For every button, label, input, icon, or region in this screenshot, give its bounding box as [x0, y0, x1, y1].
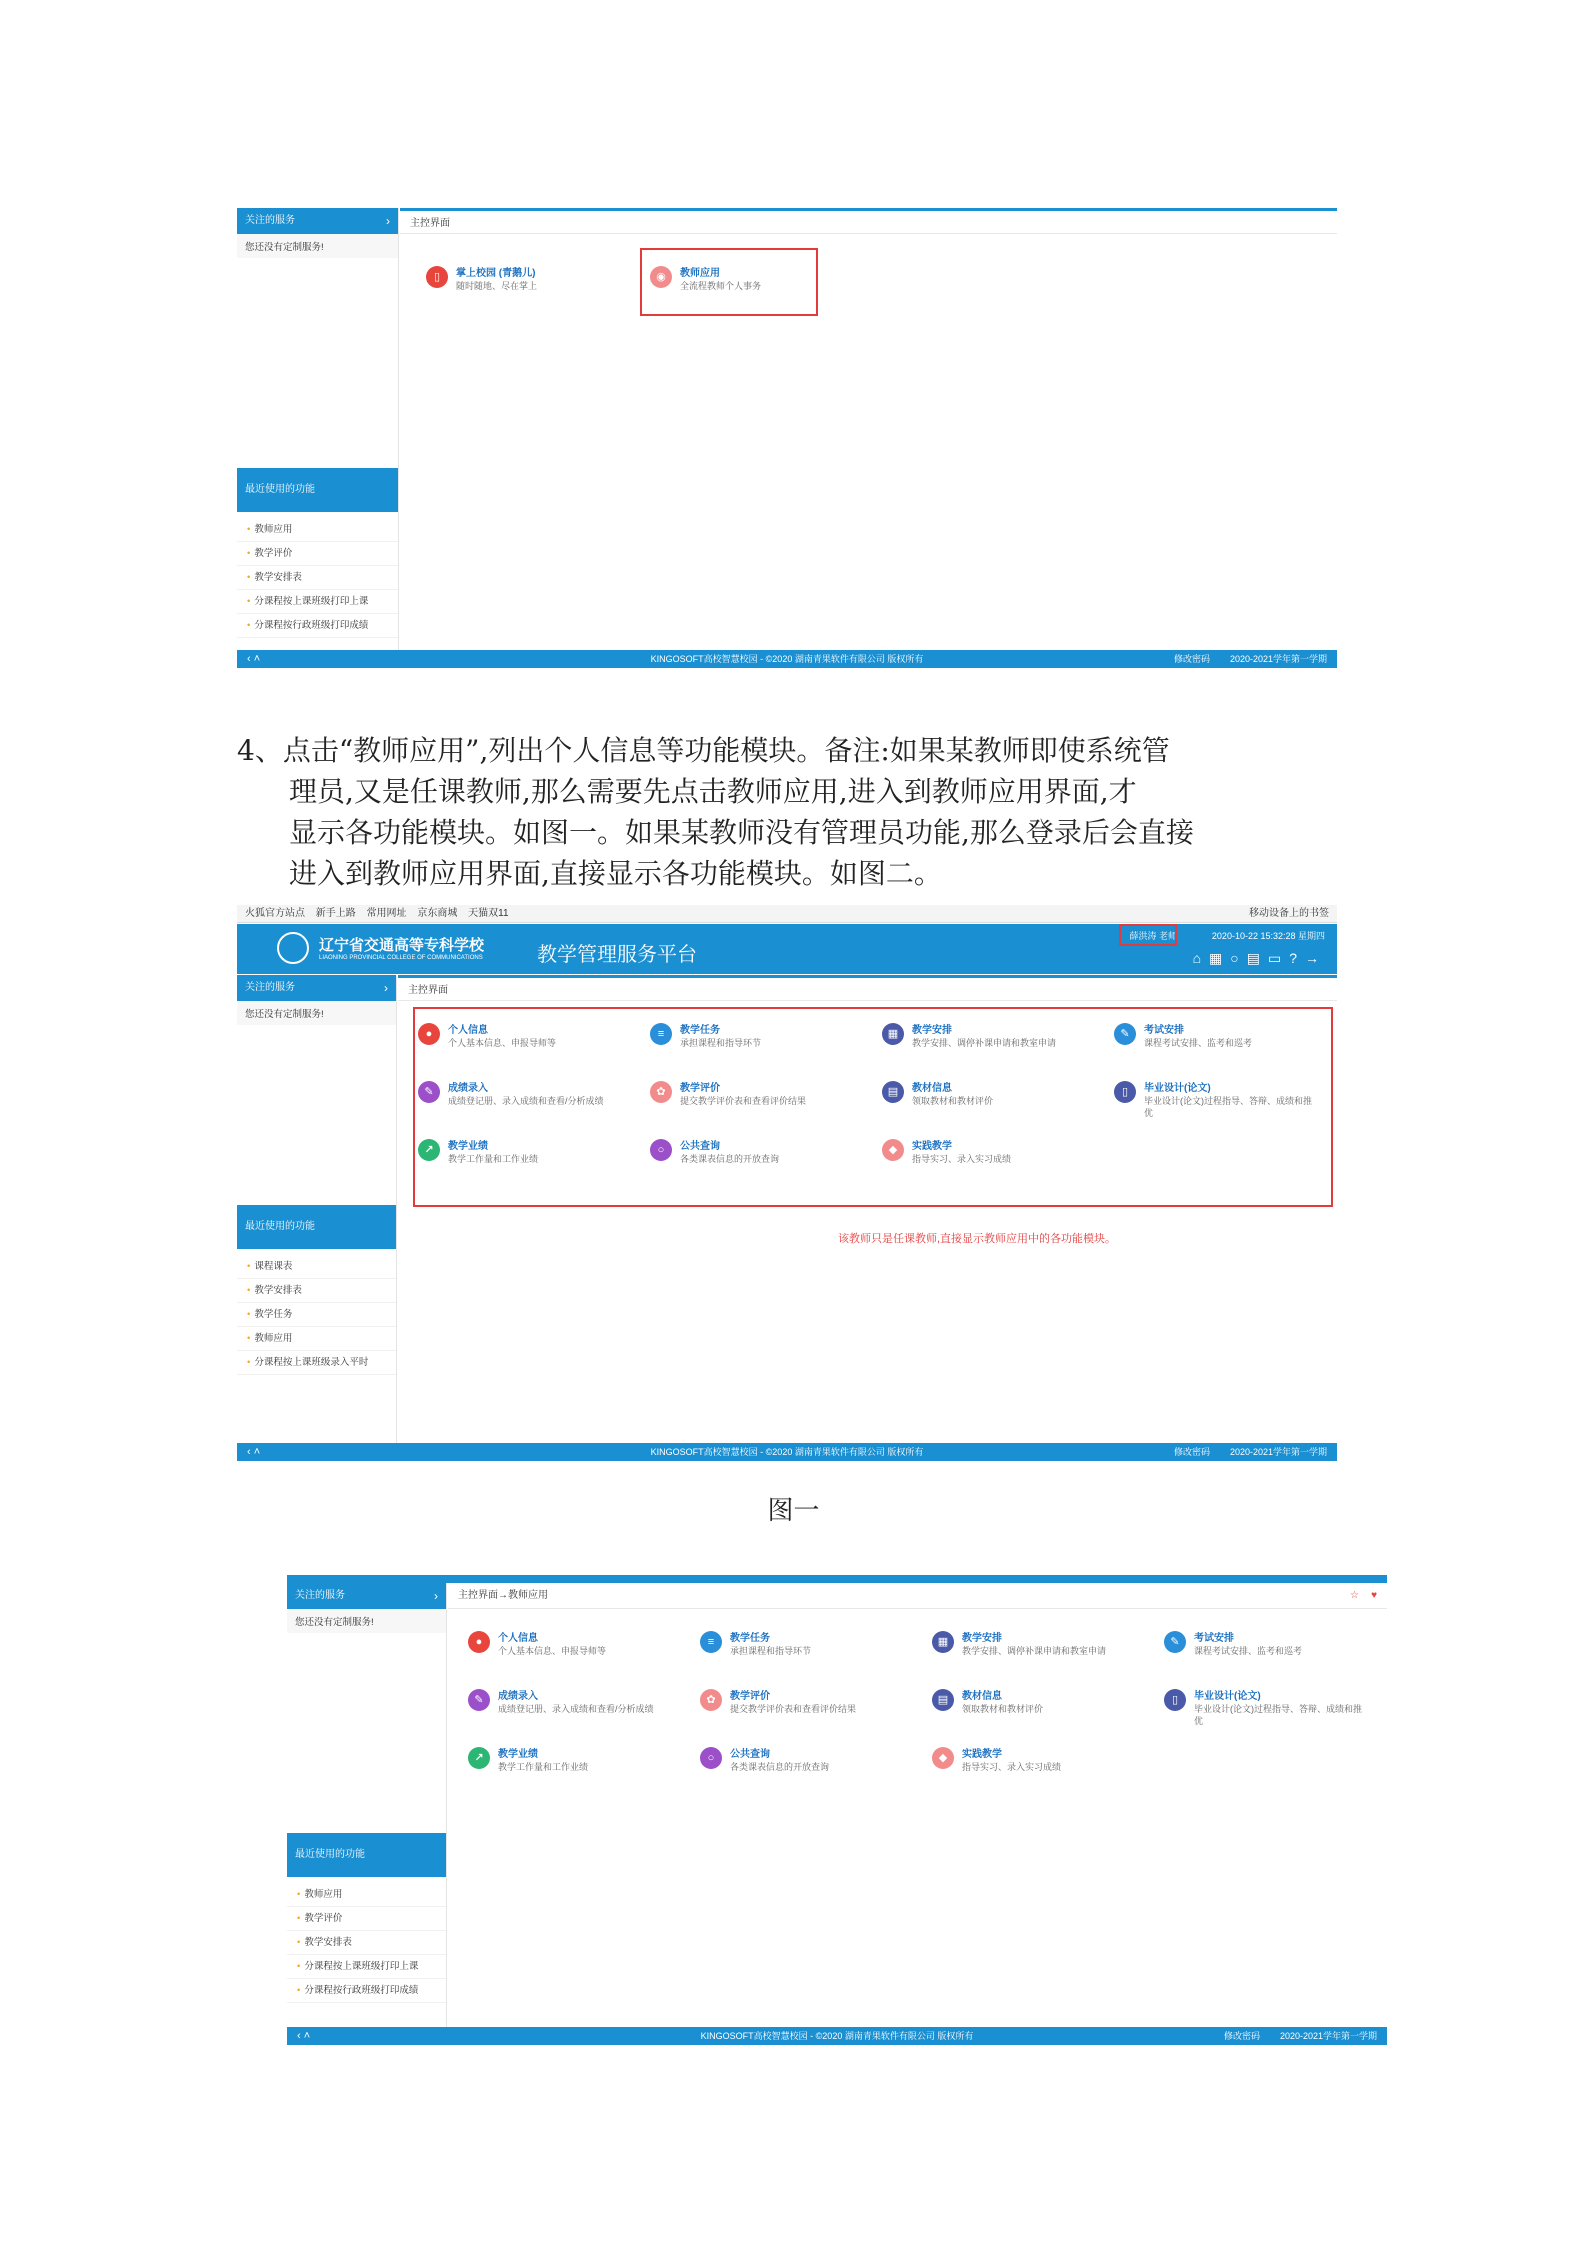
sidebar	[287, 1583, 447, 2045]
module-grid	[468, 1623, 1388, 1803]
module-desc: 指导实习、录入实习成绩	[912, 1154, 1012, 1164]
user-name[interactable]: 薛洪涛 老师	[1129, 931, 1177, 941]
change-password-link[interactable]: 修改密码	[1173, 654, 1210, 664]
change-password-link[interactable]: 修改密码	[1223, 2031, 1260, 2041]
recent-item[interactable]: • 教学评价	[287, 1907, 446, 1931]
recent-item[interactable]: • 教学安排表	[287, 1931, 446, 1955]
module-desc: 成绩登记册、录入成绩和查看/分析成绩	[498, 1704, 654, 1714]
change-password-link[interactable]: 修改密码	[1173, 1447, 1210, 1457]
module-title: 考试安排	[1194, 1633, 1234, 1644]
breadcrumb: 主控界面	[398, 975, 1337, 1001]
module-desc: 毕业设计(论文)过程指导、答辩、成绩和推优	[1144, 1096, 1312, 1118]
bookmark[interactable]: 常用网址	[366, 908, 407, 919]
module-title: 公共查询	[680, 1141, 720, 1152]
paragraph-line: 显示各功能模块。如图一。如果某教师没有管理员功能,那么登录后会直接	[289, 816, 1194, 849]
document-icon: ▯	[1164, 1689, 1186, 1711]
footer-bar	[287, 2027, 1387, 2045]
heart-icon[interactable]: ♥	[1371, 1590, 1377, 1601]
module-tile[interactable]	[932, 1623, 1132, 1673]
edit-icon: ✎	[1164, 1631, 1186, 1653]
bullet-icon: •	[247, 572, 251, 583]
module-title: 考试安排	[1144, 1025, 1184, 1036]
pencil-icon: ✎	[418, 1081, 440, 1103]
recent-item[interactable]: • 分课程按行政班级打印成绩	[287, 1979, 446, 2003]
sidebar	[237, 208, 399, 668]
module-desc: 课程考试安排、监考和巡考	[1194, 1646, 1303, 1656]
modules-highlight-box	[413, 1007, 1333, 1207]
recent-item[interactable]: • 分课程按上课班级打印上课	[287, 1955, 446, 1979]
paragraph-line: 理员,又是任课教师,那么需要先点击教师应用,进入到教师应用界面,才	[289, 775, 1137, 808]
module-desc: 承担课程和指导环节	[680, 1038, 762, 1048]
bullet-icon: •	[297, 1961, 301, 1972]
term-label: 2020-2021学年第一学期	[1229, 1447, 1327, 1457]
module-title: 教学任务	[730, 1633, 770, 1644]
module-tile[interactable]	[1164, 1681, 1364, 1731]
bullet-icon: •	[297, 1985, 301, 1996]
datetime: 2020-10-22 15:32:28 星期四	[1211, 931, 1325, 941]
recent-functions-list	[237, 518, 398, 638]
module-tile[interactable]	[700, 1623, 900, 1673]
breadcrumb: 主控界面→教师应用 ☆ ♥	[448, 1583, 1387, 1609]
home-icon[interactable]: ⌂	[1192, 950, 1210, 966]
toolbar-icons[interactable]	[1193, 950, 1327, 967]
no-services-note: 您还没有定制服务!	[237, 234, 398, 258]
phone-icon: ▯	[426, 266, 448, 288]
module-title: 实践教学	[912, 1141, 952, 1152]
module-desc: 成绩登记册、录入成绩和查看/分析成绩	[448, 1096, 604, 1106]
app-body	[287, 1583, 1387, 2045]
recent-item[interactable]: • 分课程按上课班级录入平时	[237, 1351, 396, 1375]
module-title: 教学业绩	[498, 1749, 538, 1760]
recent-functions-list	[237, 1255, 396, 1375]
bullet-icon: •	[247, 548, 251, 559]
bullet-icon: •	[247, 1333, 251, 1344]
book-icon: ▤	[932, 1689, 954, 1711]
bullet-icon: •	[247, 596, 251, 607]
person-icon: ●	[418, 1023, 440, 1045]
followed-services-title: 关注的服务	[245, 215, 295, 226]
star-icon[interactable]: ☆	[1350, 1590, 1359, 1601]
term-label: 2020-2021学年第一学期	[1229, 654, 1327, 664]
chart-icon: ↗	[418, 1139, 440, 1161]
recent-item[interactable]: • 教师应用	[237, 518, 398, 542]
teacher-icon: ◉	[650, 266, 672, 288]
sidebar	[237, 975, 397, 1461]
module-title: 教学安排	[912, 1025, 952, 1036]
module-title: 教学评价	[730, 1691, 770, 1702]
module-desc: 各类课表信息的开放查询	[730, 1762, 830, 1772]
module-title: 教材信息	[912, 1083, 952, 1094]
bullet-icon: •	[247, 524, 251, 535]
calendar-icon[interactable]: ▤	[1246, 950, 1268, 966]
flower-icon: ✿	[650, 1081, 672, 1103]
bullet-icon: •	[247, 1261, 251, 1272]
main-panel	[400, 208, 1337, 668]
module-tile[interactable]	[932, 1739, 1132, 1789]
calendar-icon: ▦	[882, 1023, 904, 1045]
recent-functions-header: 最近使用的功能	[287, 1833, 446, 1877]
no-services-note: 您还没有定制服务!	[237, 1001, 396, 1025]
bullet-icon: •	[247, 620, 251, 631]
followed-services-title: 关注的服务	[295, 1590, 345, 1601]
module-desc: 教学安排、调停补课申请和教室申请	[962, 1646, 1107, 1656]
practice-icon: ◆	[882, 1139, 904, 1161]
school-name: 辽宁省交通高等专科学校	[319, 936, 485, 954]
followed-services-header[interactable]	[237, 975, 396, 1001]
footer-bar	[237, 1443, 1337, 1461]
recent-item[interactable]: • 分课程按行政班级打印成绩	[237, 614, 398, 638]
chevron-right-icon[interactable]: ›	[434, 1589, 438, 1603]
module-tile[interactable]	[700, 1739, 900, 1789]
module-desc: 各类课表信息的开放查询	[680, 1154, 780, 1164]
pencil-icon: ✎	[468, 1689, 490, 1711]
tile-mobile-campus[interactable]: ▯ 掌上校园 (青鹅儿) 随时随地、尽在掌上	[426, 258, 626, 308]
module-title: 个人信息	[448, 1025, 488, 1036]
module-title: 毕业设计(论文)	[1194, 1691, 1261, 1702]
module-tile[interactable]	[468, 1739, 668, 1789]
school-name-en: LIAONING PROVINCIAL COLLEGE OF COMMUNICATIONS	[319, 955, 483, 961]
chart-icon: ↗	[468, 1747, 490, 1769]
recent-item[interactable]: • 教学评价	[237, 542, 398, 566]
module-desc: 领取教材和教材评价	[962, 1704, 1044, 1714]
bookmarks-bar	[237, 905, 1337, 923]
bullet-icon: •	[297, 1889, 301, 1900]
platform-banner	[237, 924, 1337, 974]
module-tile[interactable]	[700, 1681, 900, 1731]
followed-services-title: 关注的服务	[245, 982, 295, 993]
tile-teacher-app[interactable]: ◉ 教师应用 全流程教师个人事务	[650, 258, 850, 308]
bullet-icon: •	[247, 1285, 251, 1296]
footer-nav[interactable]: ‹ ˄	[247, 1446, 261, 1458]
term-label: 2020-2021学年第一学期	[1279, 2031, 1377, 2041]
main-panel	[448, 1583, 1387, 2045]
module-title: 成绩录入	[498, 1691, 538, 1702]
paragraph-line: 进入到教师应用界面,直接显示各功能模块。如图二。	[289, 857, 942, 890]
footer-bar	[237, 650, 1337, 668]
bullet-icon: •	[247, 1309, 251, 1320]
module-title: 教材信息	[962, 1691, 1002, 1702]
followed-services-header[interactable]	[237, 208, 398, 234]
recent-item[interactable]: • 教师应用	[287, 1883, 446, 1907]
module-tile[interactable]	[1164, 1623, 1364, 1673]
module-desc: 教学安排、调停补课申请和教室申请	[912, 1038, 1057, 1048]
mobile-bookmarks[interactable]: 移动设备上的书签	[1249, 908, 1329, 919]
list-icon: ≡	[650, 1023, 672, 1045]
search-icon: ○	[650, 1139, 672, 1161]
module-desc: 教学工作量和工作业绩	[498, 1762, 589, 1772]
module-desc: 承担课程和指导环节	[730, 1646, 812, 1656]
recent-functions-header: 最近使用的功能	[237, 1205, 396, 1249]
recent-item[interactable]: • 课程课表	[237, 1255, 396, 1279]
module-desc: 领取教材和教材评价	[912, 1096, 994, 1106]
no-services-note: 您还没有定制服务!	[287, 1609, 446, 1633]
recent-item[interactable]: • 教师应用	[237, 1327, 396, 1351]
bookmark[interactable]: 天猫双11	[468, 908, 509, 919]
edit-icon: ✎	[1114, 1023, 1136, 1045]
help-icon[interactable]: ?	[1289, 950, 1305, 966]
screenshot-teacher-app	[287, 1575, 1387, 2045]
logout-icon[interactable]: →	[1305, 950, 1327, 966]
module-desc: 提交教学评价表和查看评价结果	[680, 1096, 807, 1106]
footer-nav[interactable]: ‹ ˄	[297, 2030, 311, 2042]
person-icon: ●	[468, 1631, 490, 1653]
bullet-icon: •	[297, 1937, 301, 1948]
book-icon: ▤	[882, 1081, 904, 1103]
module-title: 教学业绩	[448, 1141, 488, 1152]
calendar-icon: ▦	[932, 1631, 954, 1653]
figure-caption: 图一	[767, 1496, 820, 1526]
user-highlight-box	[1119, 924, 1177, 946]
copyright: KINGOSOFT高校智慧校园 - ©2020 湖南青果软件有限公司 版权所有	[700, 2031, 974, 2041]
module-title: 成绩录入	[448, 1083, 488, 1094]
recent-item[interactable]: • 分课程按上课班级打印上课	[237, 590, 398, 614]
copyright: KINGOSOFT高校智慧校园 - ©2020 湖南青果软件有限公司 版权所有	[650, 1447, 924, 1457]
recent-functions-list	[287, 1883, 446, 2003]
practice-icon: ◆	[932, 1747, 954, 1769]
module-desc: 个人基本信息、申报导师等	[498, 1646, 607, 1656]
grid-icon[interactable]: ▦	[1209, 950, 1231, 966]
instruction-paragraph	[237, 730, 1357, 894]
module-title: 实践教学	[962, 1749, 1002, 1760]
recent-item[interactable]: • 教学任务	[237, 1303, 396, 1327]
module-title: 教学任务	[680, 1025, 720, 1036]
recent-item[interactable]: • 教学安排表	[237, 566, 398, 590]
module-desc: 指导实习、录入实习成绩	[962, 1762, 1062, 1772]
search-icon: ○	[700, 1747, 722, 1769]
search-icon[interactable]: ○	[1230, 950, 1247, 966]
footer-nav[interactable]: ‹ ˄	[247, 653, 261, 665]
flower-icon: ✿	[700, 1689, 722, 1711]
platform-body	[237, 975, 1337, 1461]
module-desc: 毕业设计(论文)过程指导、答辩、成绩和推优	[1194, 1704, 1362, 1726]
module-tile[interactable]	[468, 1623, 668, 1673]
recent-item[interactable]: • 教学安排表	[237, 1279, 396, 1303]
module-desc: 个人基本信息、申报导师等	[448, 1038, 557, 1048]
school-logo	[277, 932, 309, 964]
platform-title: 教学管理服务平台	[537, 944, 697, 966]
bookmark[interactable]: 新手上路	[315, 908, 356, 919]
module-desc: 课程考试安排、监考和巡考	[1144, 1038, 1253, 1048]
copyright: KINGOSOFT高校智慧校园 - ©2020 湖南青果软件有限公司 版权所有	[650, 654, 924, 664]
module-title: 公共查询	[730, 1749, 770, 1760]
document-icon: ▯	[1114, 1081, 1136, 1103]
module-tile[interactable]	[468, 1681, 668, 1731]
top-strip	[287, 1575, 1387, 1583]
paragraph-line: 4、点击“教师应用”,列出个人信息等功能模块。备注:如果某教师即使系统管	[237, 734, 1170, 767]
list-icon: ≡	[700, 1631, 722, 1653]
screenshot-teacher-platform	[237, 905, 1337, 1461]
chevron-right-icon[interactable]: ›	[386, 214, 390, 228]
module-tile[interactable]	[932, 1681, 1132, 1731]
message-icon[interactable]: ▭	[1267, 950, 1290, 966]
module-desc: 提交教学评价表和查看评价结果	[730, 1704, 857, 1714]
bullet-icon: •	[297, 1913, 301, 1924]
bullet-icon: •	[247, 1357, 251, 1368]
bookmark[interactable]: 火狐官方站点	[245, 908, 305, 919]
main-panel	[398, 975, 1337, 1461]
chevron-right-icon[interactable]: ›	[384, 981, 388, 995]
highlight-box	[640, 248, 818, 316]
annotation-note: 该教师只是任课教师,直接显示教师应用中的各功能模块。	[838, 1233, 1117, 1245]
module-title: 教学评价	[680, 1083, 720, 1094]
followed-services-header[interactable]	[287, 1583, 446, 1609]
recent-functions-header: 最近使用的功能	[237, 468, 398, 512]
module-title: 毕业设计(论文)	[1144, 1083, 1211, 1094]
module-title: 个人信息	[498, 1633, 538, 1644]
module-title: 教学安排	[962, 1633, 1002, 1644]
bookmark[interactable]: 京东商城	[417, 908, 458, 919]
breadcrumb: 主控界面	[400, 208, 1337, 234]
module-desc: 教学工作量和工作业绩	[448, 1154, 539, 1164]
screenshot-home	[237, 208, 1337, 668]
